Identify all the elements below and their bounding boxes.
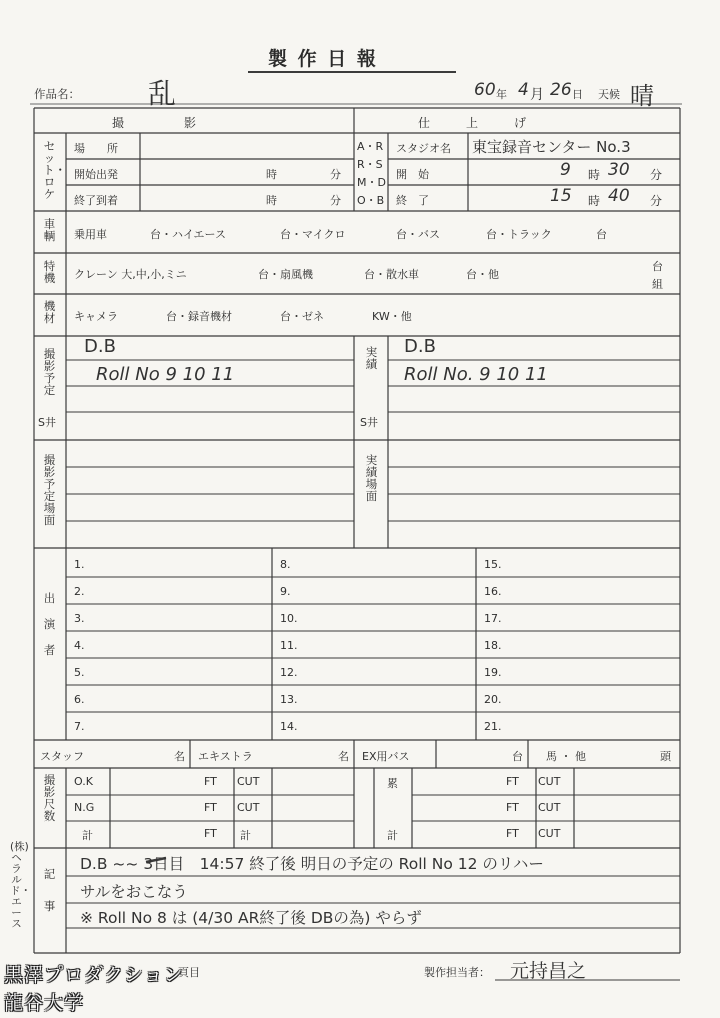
studio-end-minute-unit: 分 [650,194,663,208]
cast-number: 15. [484,558,502,571]
extra-unit: 名 [338,750,349,763]
cast-number: 4. [74,639,85,652]
studio-name-label: スタジオ名 [396,142,451,155]
footage-cut-unit: CUT [237,775,260,788]
studio-start-hour-unit: 時 [588,168,601,182]
producer-label: 製作担当者： [424,966,490,979]
studio-code-ob: O・B [357,194,385,207]
studio-code-ar: A・R [357,140,384,153]
cast-number: 11. [280,639,298,652]
staff-name-unit: 名 [174,750,185,763]
weather-label: 天候 [598,88,620,101]
arrive-minute-unit: 分 [330,194,341,207]
actual-scene-line-2: Roll No. 9 10 11 [404,364,548,385]
cast-label: 出演者 [43,591,56,657]
date-month-unit: 月 [530,87,544,103]
studio-start-minute-unit: 分 [650,168,663,182]
cumulative-cut-unit: CUT [538,801,561,814]
studio-end-label: 終 了 [396,194,429,207]
studio-start-hour: 9 [560,160,571,180]
studio-start-label: 開 始 [396,168,429,181]
actual-scene-line-1: D.B [404,336,436,357]
vehicle-item: 台・バス [396,228,440,241]
special-item: 台・散水車 [364,268,419,281]
footage-total-label: 計 [82,829,93,842]
cast-number: 10. [280,612,298,625]
footage-ok-label: O.K [74,775,93,788]
cast-number: 20. [484,693,502,706]
date-year-unit: 年 [496,88,507,101]
watermark-line-2: 龍谷大学 [4,992,85,1014]
place-label: 場 所 [74,142,118,155]
notes-line-2: サルをおこなう [80,883,188,901]
staff-label: スタッフ [40,750,84,763]
page-title: 製 作 日 報 [268,48,378,70]
cast-number: 14. [280,720,298,733]
equipment-item: KW・他 [372,310,412,323]
cumulative-ft-unit: FT [506,801,519,814]
studio-code-md: M・D [357,176,386,189]
footage-cut-total: 計 [240,829,251,842]
weather-value: 晴 [630,82,654,110]
cast-number: 12. [280,666,298,679]
footage-ng-label: N.G [74,801,95,814]
cast-number: 16. [484,585,502,598]
special-item: 台・扇風機 [258,268,313,281]
equipment-item: 台・録音機材 [166,310,232,323]
cast-number: 8. [280,558,291,571]
producer-signature: 元持昌之 [510,960,587,982]
equipment-item: キャメラ [74,310,118,323]
planned-scene-line-2: Roll No 9 10 11 [96,364,235,385]
depart-label: 開始出発 [74,168,118,181]
planned-scene-line-1: D.B [84,336,116,357]
shooting-header: 撮 影 [112,116,197,130]
footage-ft-unit: FT [204,801,217,814]
studio-start-minute: 30 [608,160,630,180]
vehicles-label: 車輌 [43,217,56,244]
cast-number: 18. [484,639,502,652]
footage-ft-unit: FT [204,827,217,840]
notes-line-1: D.B ~~ 3日目 14:57 終了後 明日の予定の Roll No 12 のリハー [80,855,544,873]
planned-scenes-label: 撮影予定 [43,347,56,398]
depart-hour-unit: 時 [266,168,277,181]
notes-line-3: ※ Roll No 8 は (4/30 AR終了後 DBの為) やらず [80,909,422,927]
date-year-value: 60 [474,80,496,100]
set-location-label: セット・ロケ [43,139,66,202]
special-equipment-label: 特機 [43,259,56,286]
arrive-label: 終了到着 [74,194,118,207]
studio-end-hour-unit: 時 [588,194,601,208]
cumulative-label: 累 [387,777,398,790]
cast-number: 21. [484,720,502,733]
ex-bus-label: EX用バス [362,750,410,763]
actual-scene-number-label: S井 [360,416,378,429]
notes-label: 記事 [43,867,56,913]
actual-places-label: 実績場面 [365,453,378,504]
studio-end-hour: 15 [550,186,572,206]
cumulative-ft-unit: FT [506,827,519,840]
date-day-value: 26 [550,80,572,100]
work-title-label: 作品名： [34,87,80,101]
extra-label: エキストラ [198,750,253,763]
cast-number: 13. [280,693,298,706]
vehicle-item: 台・ハイエース [150,228,227,241]
depart-minute-unit: 分 [330,168,341,181]
vehicle-item: 乗用車 [74,228,107,241]
cumulative-total-label: 計 [387,829,398,842]
head-unit: 頭 [660,750,671,763]
vehicle-item: 台 [596,228,607,241]
footage-cut-unit: CUT [237,801,260,814]
work-title-value: 乱 [148,77,177,110]
horse-label: 馬 ・ 他 [546,750,586,763]
cast-number: 5. [74,666,85,679]
cast-number: 2. [74,585,85,598]
cumulative-ft-unit: FT [506,775,519,788]
page-label: 頁目 [178,966,200,979]
cast-number: 1. [74,558,85,571]
cumulative-cut-unit: CUT [538,775,561,788]
footage-label: 撮影尺数 [43,773,56,824]
studio-code-rs: R・S [357,158,383,171]
special-unit-top: 台 [652,260,663,273]
planned-scene-number-label: S井 [38,416,56,429]
finishing-header: 仕 上 げ [418,116,527,130]
cast-number: 19. [484,666,502,679]
cast-number: 9. [280,585,291,598]
footage-ft-unit: FT [204,775,217,788]
cast-number: 17. [484,612,502,625]
watermark-line-1: 黒澤プロダクション [4,964,184,986]
date-month-value: 4 [518,80,529,100]
studio-end-minute: 40 [608,186,630,206]
special-item: 台・他 [466,268,499,281]
cast-number: 6. [74,693,85,706]
planned-places-label: 撮影予定場面 [43,453,56,528]
actual-scenes-label: 実績 [365,345,378,372]
vehicle-item: 台・マイクロ [280,228,346,241]
arrive-hour-unit: 時 [266,194,277,207]
cumulative-cut-unit: CUT [538,827,561,840]
date-day-unit: 日 [572,88,583,101]
ex-bus-unit: 台 [512,750,523,763]
studio-name-value: 東宝録音センター No.3 [472,138,631,156]
cast-number: 7. [74,720,85,733]
materials-label: 機材 [43,299,56,326]
cast-number: 3. [74,612,85,625]
equipment-item: 台・ゼネ [280,310,324,323]
special-item: クレーン 大,中,小,ミニ [74,268,187,281]
special-unit-bottom: 組 [652,278,663,291]
company-vertical-label: (株)ヘラルド・エース [10,841,31,931]
vehicle-item: 台・トラック [486,228,552,241]
